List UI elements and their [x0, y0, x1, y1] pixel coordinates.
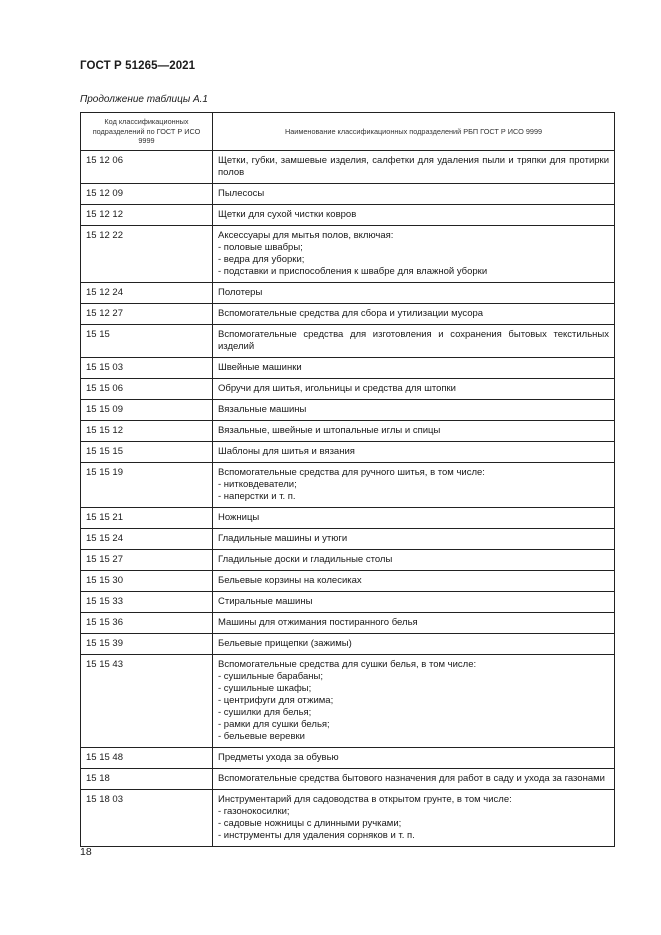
table-header-row [81, 113, 615, 151]
table-row [81, 303, 615, 324]
classification-name-cell [213, 420, 615, 441]
classification-code: 15 15 19 [81, 462, 213, 507]
classification-code: 15 15 36 [81, 612, 213, 633]
classification-code: 15 15 33 [81, 591, 213, 612]
classification-code: 15 12 22 [81, 225, 213, 282]
table-row [81, 462, 615, 507]
classification-code: 15 12 27 [81, 303, 213, 324]
classification-name: Гладильные доски и гладильные столы [218, 553, 393, 565]
table-row [81, 654, 615, 747]
classification-name-cell [213, 150, 615, 183]
classification-table [80, 112, 615, 847]
list-item: - сушилки для белья; [218, 706, 312, 718]
column-header-code: Код классификационных подразделений по ГОСТ Р ИСО 9999 [81, 113, 213, 151]
classification-code: 15 15 48 [81, 747, 213, 768]
classification-name: Бельевые корзины на колесиках [218, 574, 362, 586]
classification-name-cell [213, 570, 615, 591]
table-row [81, 507, 615, 528]
table-row [81, 282, 615, 303]
classification-name: Щетки для сухой чистки ковров [218, 208, 357, 220]
table-row [81, 357, 615, 378]
classification-name-cell [213, 507, 615, 528]
classification-code: 15 15 30 [81, 570, 213, 591]
list-item: - подставки и приспособления к швабре для влажной уборки [218, 265, 488, 277]
table-body [81, 150, 615, 846]
table-row [81, 549, 615, 570]
classification-name-cell [213, 747, 615, 768]
classification-name-cell [213, 324, 615, 357]
classification-name: Ножницы [218, 511, 260, 523]
list-item: - садовые ножницы с длинными ручками; [218, 817, 402, 829]
classification-name-cell [213, 591, 615, 612]
table-row [81, 789, 615, 846]
list-item: - половые швабры; [218, 241, 303, 253]
classification-name-cell [213, 399, 615, 420]
classification-name: Вспомогательные средства для сушки белья, в том числе: [218, 658, 477, 670]
classification-code: 15 15 12 [81, 420, 213, 441]
table-row [81, 225, 615, 282]
table-row [81, 204, 615, 225]
table-row [81, 570, 615, 591]
table-row [81, 612, 615, 633]
table-row [81, 747, 615, 768]
classification-code: 15 15 24 [81, 528, 213, 549]
table-caption: Продолжение таблицы А.1 [80, 94, 208, 105]
classification-name-cell [213, 789, 615, 846]
list-item: - наперстки и т. п. [218, 490, 296, 502]
classification-name: Стиральные машины [218, 595, 313, 607]
classification-name-cell [213, 633, 615, 654]
classification-name-cell [213, 441, 615, 462]
table-row [81, 441, 615, 462]
list-item: - бельевые веревки [218, 730, 305, 742]
table-row [81, 324, 615, 357]
classification-name-cell [213, 225, 615, 282]
classification-name-cell [213, 528, 615, 549]
classification-name: Щетки, губки, замшевые изделия, салфетки для удаления пыли и тряпки для протирки полов [218, 154, 609, 178]
classification-name-cell [213, 549, 615, 570]
table-row [81, 768, 615, 789]
classification-code: 15 15 43 [81, 654, 213, 747]
table-row [81, 183, 615, 204]
classification-name: Швейные машинки [218, 361, 302, 373]
list-item: - рамки для сушки белья; [218, 718, 330, 730]
classification-code: 15 15 06 [81, 378, 213, 399]
classification-name: Полотеры [218, 286, 263, 298]
classification-code: 15 12 12 [81, 204, 213, 225]
list-item: - ведра для уборки; [218, 253, 305, 265]
classification-code: 15 15 15 [81, 441, 213, 462]
classification-name-cell [213, 183, 615, 204]
table-row [81, 633, 615, 654]
classification-name: Вспомогательные средства для сбора и утилизации мусора [218, 307, 484, 319]
classification-name: Бельевые прищепки (зажимы) [218, 637, 352, 649]
document-code: ГОСТ Р 51265—2021 [80, 60, 196, 72]
classification-name: Аксессуары для мытья полов, включая: [218, 229, 394, 241]
column-header-name: Наименование классификационных подразделений РБП ГОСТ Р ИСО 9999 [213, 113, 615, 151]
list-item: - инструменты для удаления сорняков и т. п. [218, 829, 415, 841]
table-row [81, 591, 615, 612]
classification-code: 15 18 [81, 768, 213, 789]
classification-name: Вспомогательные средства для ручного шитья, в том числе: [218, 466, 485, 478]
classification-name: Вспомогательные средства бытового назначения для работ в саду и ухода за газонами [218, 772, 605, 784]
classification-name-cell [213, 303, 615, 324]
classification-name: Шаблоны для шитья и вязания [218, 445, 355, 457]
list-item: - газонокосилки; [218, 805, 290, 817]
classification-name-cell [213, 768, 615, 789]
classification-name: Обручи для шитья, игольницы и средства для штопки [218, 382, 456, 394]
classification-code: 15 12 09 [81, 183, 213, 204]
classification-code: 15 15 09 [81, 399, 213, 420]
list-item: - сушильные барабаны; [218, 670, 324, 682]
classification-code: 15 12 24 [81, 282, 213, 303]
page-number: 18 [80, 846, 92, 858]
classification-name: Предметы ухода за обувью [218, 751, 339, 763]
list-item: - нитковдеватели; [218, 478, 297, 490]
classification-name-cell [213, 378, 615, 399]
table-row [81, 150, 615, 183]
table-row [81, 378, 615, 399]
classification-name: Вязальные, швейные и штопальные иглы и спицы [218, 424, 441, 436]
classification-name: Гладильные машины и утюги [218, 532, 348, 544]
classification-code: 15 15 21 [81, 507, 213, 528]
table-row [81, 420, 615, 441]
classification-code: 15 15 39 [81, 633, 213, 654]
table-row [81, 399, 615, 420]
classification-name-cell [213, 654, 615, 747]
classification-name-cell [213, 612, 615, 633]
classification-code: 15 15 [81, 324, 213, 357]
classification-name-cell [213, 282, 615, 303]
classification-name: Пылесосы [218, 187, 265, 199]
classification-code: 15 15 03 [81, 357, 213, 378]
classification-name: Машины для отжимания постиранного белья [218, 616, 418, 628]
classification-name: Вспомогательные средства для изготовления и сохранения бытовых текстильных изделий [218, 328, 609, 352]
table-row [81, 528, 615, 549]
classification-name-cell [213, 462, 615, 507]
classification-code: 15 12 06 [81, 150, 213, 183]
list-item: - сушильные шкафы; [218, 682, 312, 694]
list-item: - центрифуги для отжима; [218, 694, 334, 706]
classification-name-cell [213, 204, 615, 225]
classification-name: Инструментарий для садоводства в открытом грунте, в том числе: [218, 793, 512, 805]
classification-code: 15 15 27 [81, 549, 213, 570]
classification-name-cell [213, 357, 615, 378]
classification-name: Вязальные машины [218, 403, 307, 415]
classification-code: 15 18 03 [81, 789, 213, 846]
